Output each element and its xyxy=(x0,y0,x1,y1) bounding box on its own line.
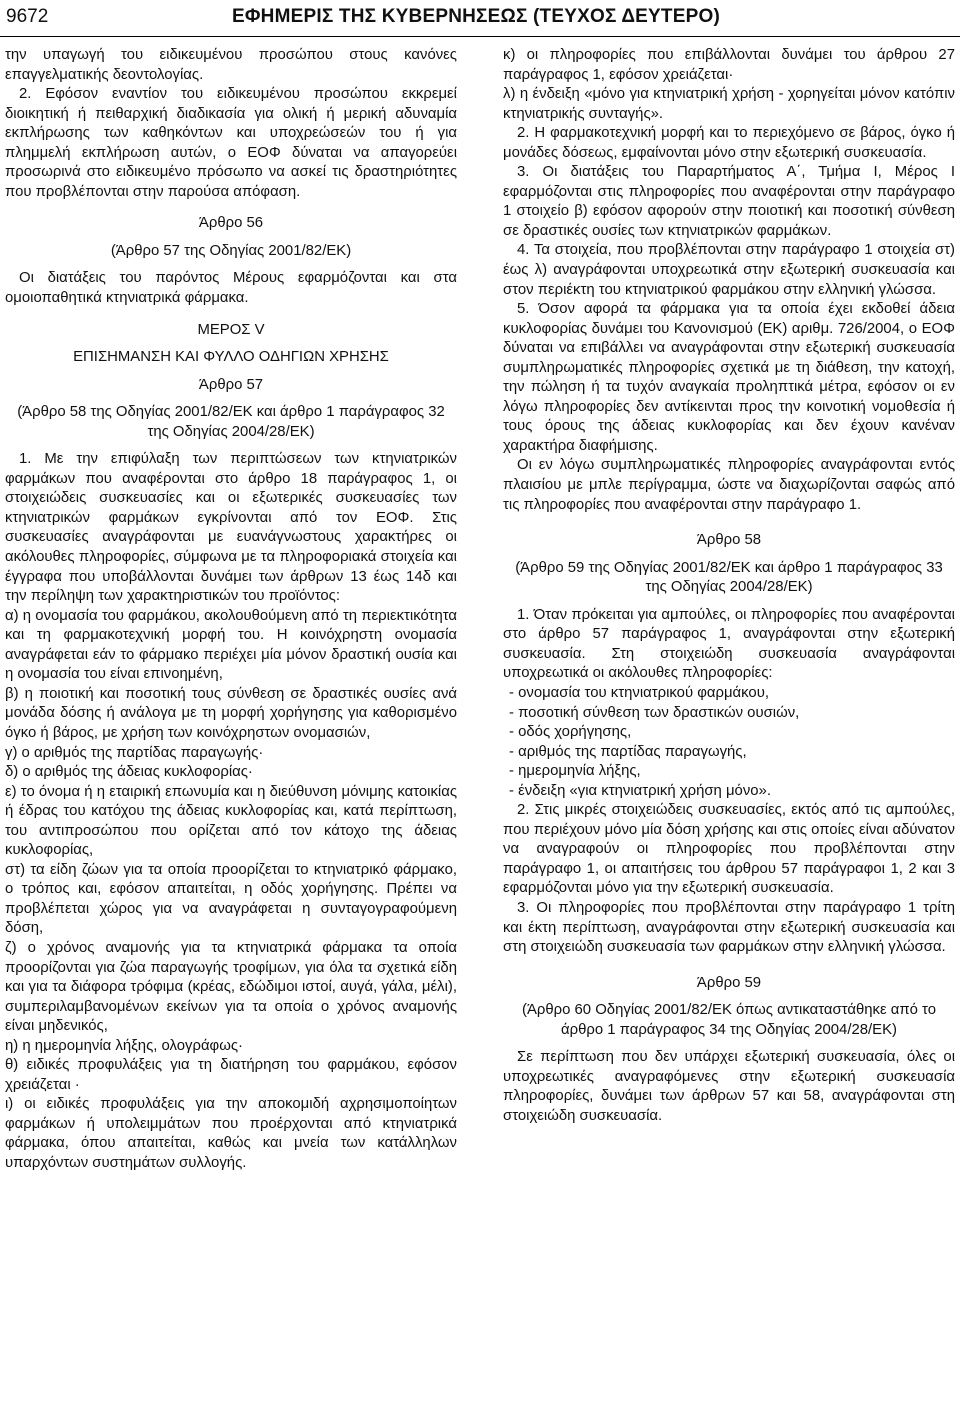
article-title: Άρθρο 58 xyxy=(696,532,762,549)
list-item: λ) η ένδειξη «μόνο για κτηνιατρική χρήση - χορηγείται μόνον κατόπιν κτηνιατρικής συνταγής». xyxy=(503,86,955,122)
paragraph: Οι διατάξεις του παρόντος Μέρους εφαρμόζονται και στα ομοιοπαθητικά κτηνιατρικά φάρμακα. xyxy=(5,270,457,307)
paragraph: 5. Όσον αφορά τα φάρμακα για τα οποία έχει εκδοθεί άδεια κυκλοφορίας δυνάμει του Κανονισμού (ΕΚ) αριθμ. 726/2004, ο ΕΟΦ δύναται να επιβάλλει να αναγράφονται στην εξωτερική συσκευασία συμπληρωματικές πληροφορίες σχετικά με τη διάθεση, την κατοχή, την πώληση ή τα τυχόν αναγκαία προληπτικά μέτρα, εφόσον οι εν λόγω πληροφορίες δεν αντίκεινται προς την κοινοτική νομοθεσία ή τους όρους της άδειας κυκλοφορίας και δεν έχουν κανέναν χαρακτήρα διαφήμισης. xyxy=(503,301,955,454)
part-subtitle: ΕΠΙΣΗΜΑΝΣΗ ΚΑΙ ΦΥΛΛΟ ΟΔΗΓΙΩΝ ΧΡΗΣΗΣ xyxy=(73,349,389,366)
paragraph: Σε περίπτωση που δεν υπάρχει εξωτερική συσκευασία, όλες οι υποχρεωτικές αναγραφόμενες στην εξωτερική συσκευασία πληροφορίες, δυνάμει των άρθρων 57 και 58, αναγράφονται στη στοιχειώδη συσκευασία. xyxy=(503,1049,955,1124)
dash-list-item: - ένδειξη «για κτηνιατρική χρήση μόνο». xyxy=(509,782,771,799)
left-column xyxy=(5,46,457,1174)
paragraph: 3. Οι διατάξεις του Παραρτήματος Α΄, Τμήμα Ι, Μέρος Ι εφαρμόζονται στις πληροφορίες που αναφέρονται στην παράγραφο 1 στοιχείο β) εφόσον αφορούν στην ποιοτική και ποσοτική σύνθεση σε δραστικές ουσίες των κτηνιατρικών φαρμάκων. xyxy=(503,164,955,239)
list-item: ε) το όνομα ή η εταιρική επωνυμία και η διεύθυνση μόνιμης κατοικίας ή έδρας του κατόχου της άδειας κυκλοφορίας και, κατά περίπτωση, του αντιπροσώπου που ορίζεται από τον κάτοχο της άδειας κυκλοφορίας, xyxy=(5,783,457,859)
paragraph: 1. Με την επιφύλαξη των περιπτώσεων των κτηνιατρικών φαρμάκων που αναφέρονται στο άρθρο 18 παράγραφος 1, οι στοιχειώδεις συσκευασίες και οι εξωτερικές συσκευασίες των κτηνιατρικών φαρμάκων εγκρίνονται από τον ΕΟΦ. Στις συσκευασίες αναγράφονται με ευανάγνωστους χαρακτήρες οι ακόλουθες πληροφορίες, σύμφωνα με τα πληροφοριακά στοιχεία και έγγραφα που υποβάλλονται δυνάμει των άρθρων 13 έως 14δ και την περίληψη των χαρακτηριστικών του προϊόντος: xyxy=(5,451,457,605)
article-title: Άρθρο 57 xyxy=(198,376,264,393)
article-reference: (Άρθρο 59 της Οδηγίας 2001/82/ΕΚ και άρθρο 1 παράγραφος 33 της Οδηγίας 2004/28/ΕΚ) xyxy=(515,559,943,596)
paragraph: 2. Στις μικρές στοιχειώδεις συσκευασίες, εκτός από τις αμπούλες, που περιέχουν μόνο μία δόση χρήσης και στις οποίες είναι αδύνατον να αναγραφούν οι πληροφορίες που προβλέπονται στην παράγραφο 1, οι απαιτήσεις του άρθρου 57 παράγραφοι 1, 2 και 3 εφαρμόζονται μόνο για την εξωτερική συσκευασία. xyxy=(503,802,955,897)
list-item: θ) ειδικές προφυλάξεις για τη διατήρηση του φαρμάκου, εφόσον χρειάζεται · xyxy=(5,1057,457,1093)
list-item: α) η ονομασία του φαρμάκου, ακολουθούμενη από τη περιεκτικότητα και τη φαρμακοτεχνική μορφή του. Η κοινόχρηστη ονομασία αναγράφεται εάν το φάρμακο περιέχει μία μόνον δραστική ουσία και η ονομασία του είναι επινοημένη, xyxy=(5,607,457,683)
list-item: κ) οι πληροφορίες που επιβάλλονται δυνάμει του άρθρου 27 παράγραφος 1, εφόσον χρειάζεται· xyxy=(503,47,955,83)
dash-list-item: - ποσοτική σύνθεση των δραστικών ουσιών, xyxy=(509,704,800,721)
list-item: β) η ποιοτική και ποσοτική τους σύνθεση σε δραστικές ουσίες ανά μονάδα δόσης ή ανάλογα με τη μορφή χορήγησης για καθορισμένο όγκο ή βάρος, με χρήση των κοινόχρηστων ονομασιών, xyxy=(5,685,457,741)
paragraph: 4. Τα στοιχεία, που προβλέπονται στην παράγραφο 1 στοιχεία στ) έως λ) αναγράφονται υποχρεωτικά στην εξωτερική συσκευασία και στον περιέκτη του κτηνιατρικού φαρμάκου στην ελληνική γλώσσα. xyxy=(503,242,955,298)
article-title: Άρθρο 56 xyxy=(198,215,264,232)
list-item: στ) τα είδη ζώων για τα οποία προορίζεται το κτηνιατρικό φάρμακο, ο τρόπος και, εφόσον απαιτείται, η οδός χορήγησης. Πρέπει να προβλέπεται χώρος για να αναγράφεται η συνταγογραφούμενη δόση, xyxy=(5,861,457,937)
page-header xyxy=(0,0,960,37)
page-number: 9672 xyxy=(6,6,49,27)
dash-list-item: - αριθμός της παρτίδας παραγωγής, xyxy=(509,743,747,760)
article-reference: (Άρθρο 60 Οδηγίας 2001/82/ΕΚ όπως αντικαταστάθηκε από το άρθρο 1 παράγραφος 34 της Οδηγίας 2004/28/ΕΚ) xyxy=(521,1002,936,1038)
paragraph: 2. Εφόσον εναντίον του ειδικευμένου προσώπου εκκρεμεί διοικητική ή πειθαρχική διαδικασία για ολική ή μερική αδυναμία εκπλήρωσης των καθηκόντων και υποχρεώσεών του ή για πλημμελή εκπλήρωση αυτών, ο ΕΟΦ δύναται να απαγορεύει προσωρινά στο ειδικευμένο πρόσωπο να ασκεί τις δραστηριότητες που προβλέπονται στην παρούσα απόφαση. xyxy=(5,86,457,200)
paragraph: την υπαγωγή του ειδικευμένου προσώπου στους κανόνες επαγγελματικής δεοντολογίας. xyxy=(5,47,457,83)
article-reference: (Άρθρο 57 της Οδηγίας 2001/82/ΕΚ) xyxy=(110,242,352,259)
article-reference: (Άρθρο 58 της Οδηγίας 2001/82/ΕΚ και άρθρο 1 παράγραφος 32 της Οδηγίας 2004/28/ΕΚ) xyxy=(17,404,445,440)
right-column xyxy=(503,46,955,1126)
paragraph: Οι εν λόγω συμπληρωματικές πληροφορίες αναγράφονται εντός πλαισίου με μπλε περίγραμμα, ώστε να διαχωρίζονται σαφώς από τις πληροφορίες που αναφέρονται στην παράγραφο 1. xyxy=(503,457,955,513)
paragraph: 1. Όταν πρόκειται για αμπούλες, οι πληροφορίες που αναφέρονται στο άρθρο 57 παράγραφος 1, αναγράφονται στην εξωτερική συσκευασία. Στη στοιχειώδη συσκευασία αναγράφονται υποχρεωτικά οι ακόλουθες πληροφορίες: xyxy=(503,606,955,682)
dash-list-item: - ημερομηνία λήξης, xyxy=(509,763,641,780)
list-item: ζ) ο χρόνος αναμονής για τα κτηνιατρικά φάρμακα τα οποία προορίζονται για ζώα παραγωγής τροφίμων, για όλα τα σχετικά είδη και για τα διάφορα τρόφιμα (κρέας, εδώδιμοι ιστοί, αυγά, γάλα, μέλι), συμπεριλαμβανομένων εκείνων για τα οποία ο χρόνος αναμονής είναι μηδενικός, xyxy=(5,939,457,1035)
dash-list-item: - ονομασία του κτηνιατρικού φαρμάκου, xyxy=(509,684,769,701)
paragraph: 3. Οι πληροφορίες που προβλέπονται στην παράγραφο 1 τρίτη και έκτη περίπτωση, αναγράφονται στην εξωτερική συσκευασία και στη στοιχειώδη συσκευασία των φαρμάκων στην ελληνική γλώσσα. xyxy=(503,899,955,956)
list-item: η) η ημερομηνία λήξης, ολογράφως· xyxy=(5,1037,243,1054)
list-item: δ) ο αριθμός της άδειας κυκλοφορίας· xyxy=(5,764,253,781)
part-title: ΜΕΡΟΣ V xyxy=(197,321,265,338)
gazette-title: ΕΦΗΜΕΡΙΣ ΤΗΣ ΚΥΒΕΡΝΗΣΕΩΣ (ΤΕΥΧΟΣ ΔΕΥΤΕΡΟ) xyxy=(232,6,720,27)
dash-list-item: - οδός χορήγησης, xyxy=(509,724,632,741)
paragraph: 2. Η φαρμακοτεχνική μορφή και το περιεχόμενο σε βάρος, όγκο ή μονάδες δόσεως, εμφαίνονται μόνο στην εξωτερική συσκευασία. xyxy=(503,125,955,161)
list-item: γ) ο αριθμός της παρτίδας παραγωγής· xyxy=(5,744,264,761)
article-title: Άρθρο 59 xyxy=(696,974,762,991)
list-item: ι) οι ειδικές προφυλάξεις για την αποκομιδή αχρησιμοποίητων φαρμάκων ή υπολειμμάτων που προέρχονται από κτηνιατρικά φάρμακα, όπου απαιτείται, καθώς και μνεία των κατάλληλων υπαρχόντων συστημάτων συλλογής. xyxy=(5,1096,457,1171)
